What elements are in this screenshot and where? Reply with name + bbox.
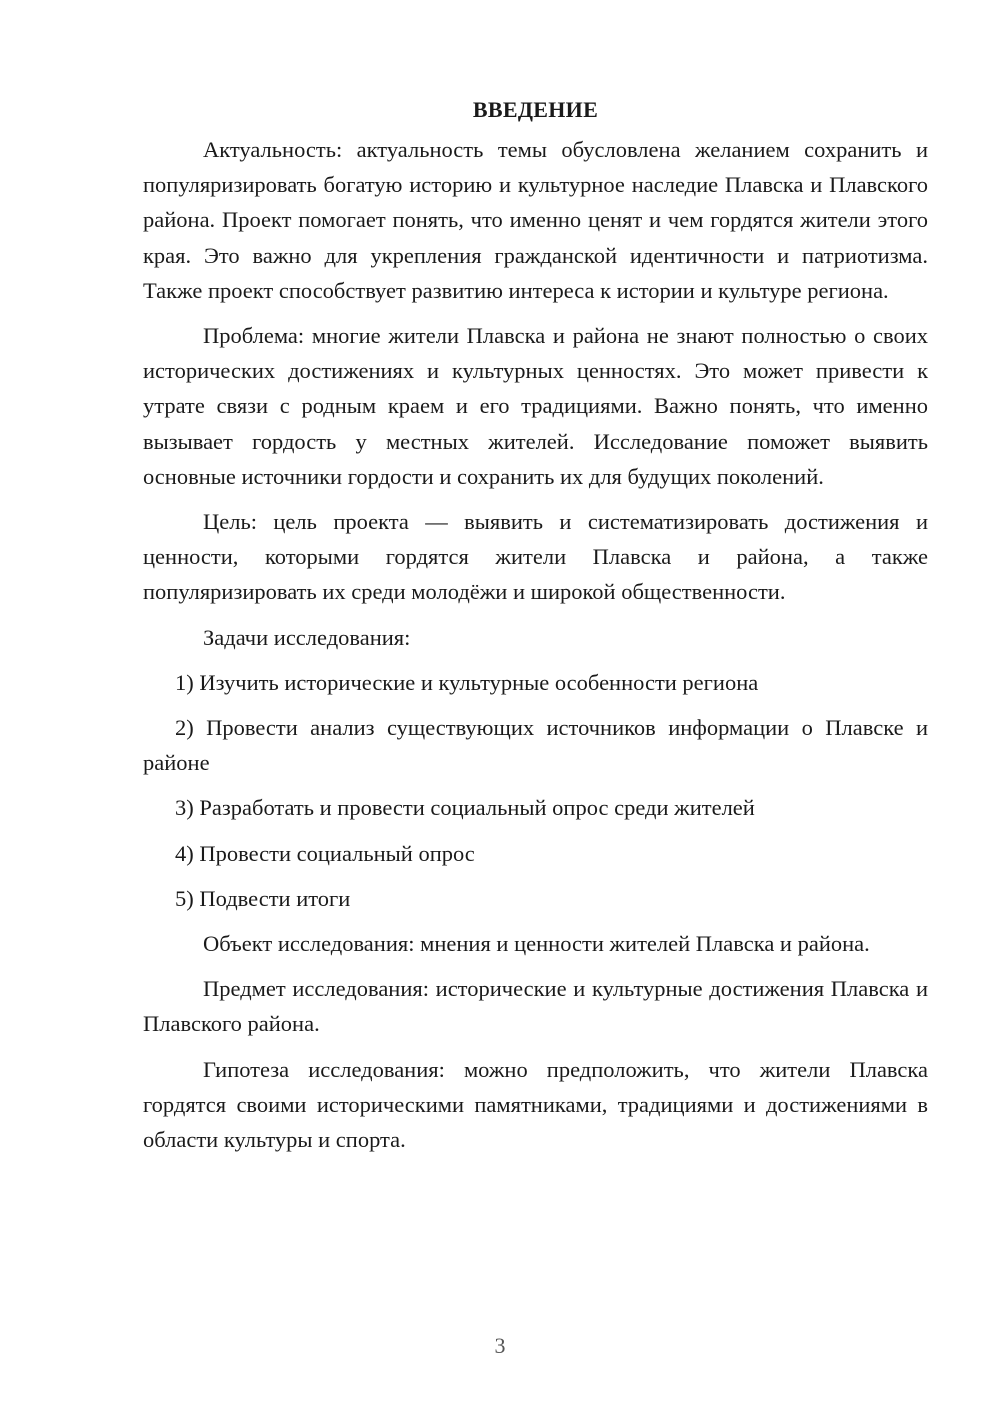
relevance-paragraph: Актуальность: актуальность темы обусловлена желанием сохранить и популяризировать богатую историю и культурное наследие Плавска и Плавского района. Проект помогает понять, что именно ценят и чем гордятся жители этого края. Это важно для укрепления гражданской идентичности и патриотизма. Также проект способствует развитию интереса к истории и культуре региона. bbox=[143, 137, 928, 303]
hypothesis-paragraph: Гипотеза исследования: можно предположить, что жители Плавска гордятся своими историческими памятниками, традициями и достижениями в области культуры и спорта. bbox=[143, 1056, 928, 1153]
tasks-list bbox=[143, 665, 928, 916]
problem-paragraph: Проблема: многие жители Плавска и района не знают полностью о своих исторических достижениях и культурных ценностях. Это может привести к утрате связи с родным краем и его традициями. Важно понять, что именно вызывает гордость у местных жителей. Исследование поможет выявить основные источники гордости и сохранить их для будущих поколений. bbox=[143, 323, 928, 489]
task-item: 2) Провести анализ существующих источников информации о Плавске и районе bbox=[143, 715, 928, 776]
task-item: 5) Подвести итоги bbox=[175, 885, 351, 911]
task-item: 1) Изучить исторические и культурные особенности региона bbox=[175, 669, 759, 695]
section-heading: ВВЕДЕНИЕ bbox=[472, 97, 599, 122]
tasks-title: Задачи исследования: bbox=[203, 624, 411, 650]
subject-paragraph: Предмет исследования: исторические и культурные достижения Плавска и Плавского района. bbox=[143, 976, 928, 1037]
goal-paragraph: Цель: цель проекта — выявить и систематизировать достижения и ценности, которыми гордятся жители Плавска и района, а также популяризировать их среди молодёжи и широкой общественности. bbox=[143, 509, 928, 605]
task-item: 4) Провести социальный опрос bbox=[175, 840, 475, 866]
task-item: 3) Разработать и провести социальный опрос среди жителей bbox=[175, 795, 755, 821]
object-paragraph: Объект исследования: мнения и ценности жителей Плавска и района. bbox=[203, 931, 870, 957]
page-number: 3 bbox=[494, 1333, 506, 1358]
document-page bbox=[143, 92, 928, 1167]
